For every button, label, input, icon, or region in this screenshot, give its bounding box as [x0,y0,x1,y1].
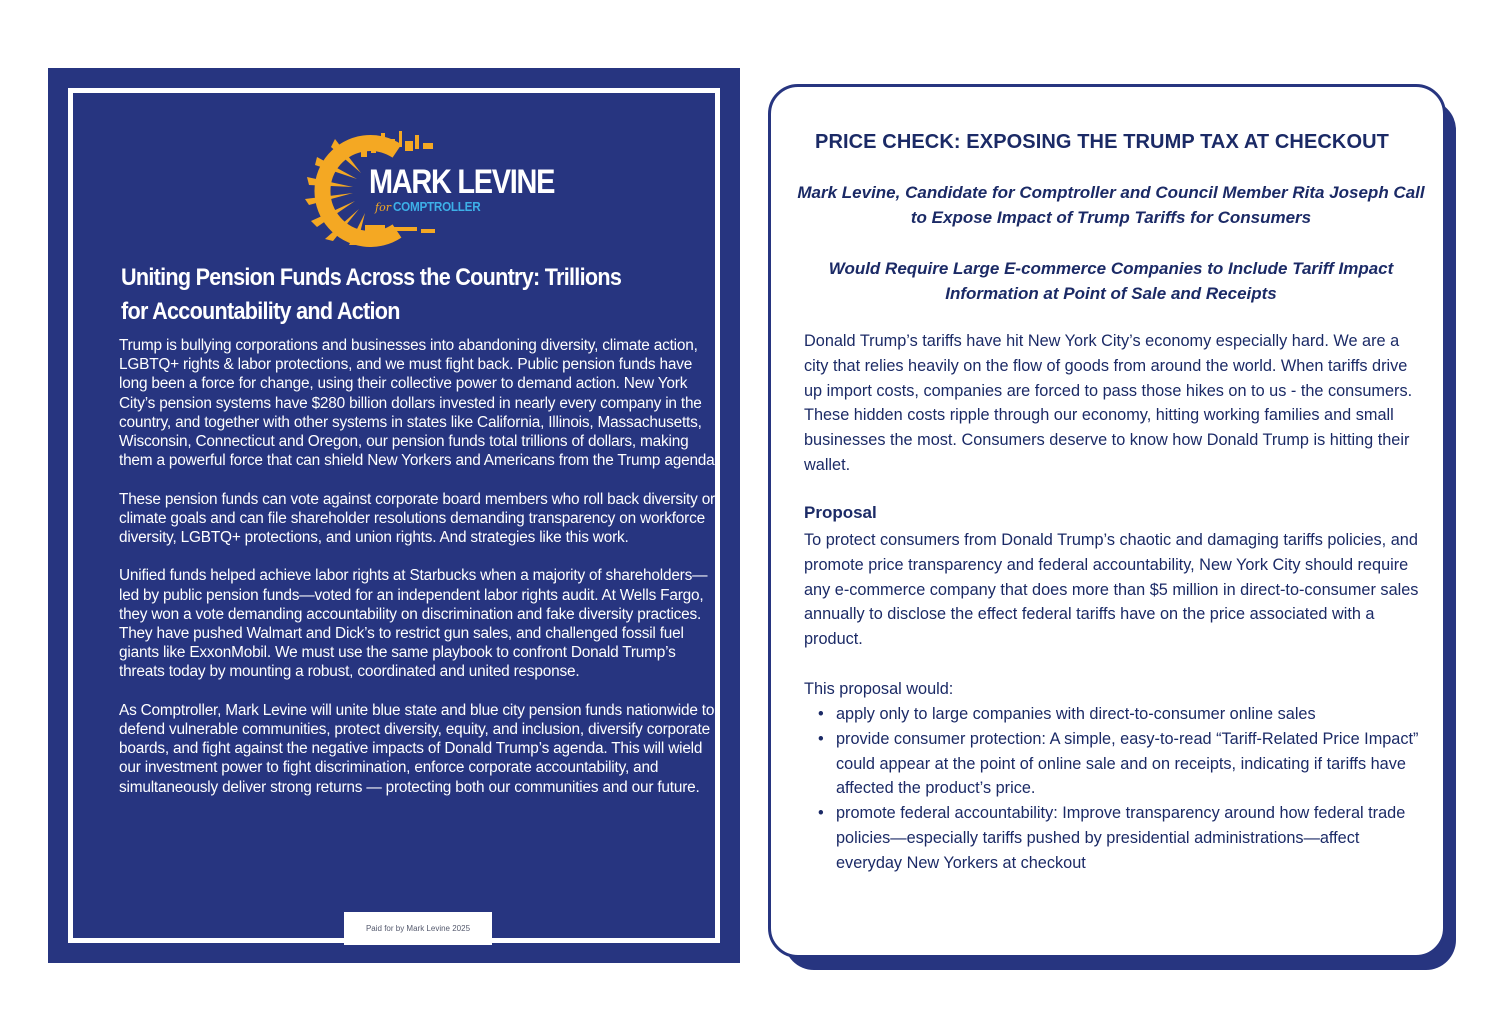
proposal-heading: Proposal [804,503,877,522]
flyer-paragraph: Unified funds helped achieve labor rights at Starbucks when a majority of shareholders—led by public pension funds—voted for an independent labor rights audit. At Wells Fargo, they won a vote demanding accountability on discrimination and fake diversity practices. They have pushed Walmart and Dick’s to restrict gun sales, and challenged fossil fuel giants like ExxonMobil. We must use the same playbook to confront Donald Trump’s threats today by mounting a robust, coordinated and united response. [119,567,708,681]
proposal-subtitle-2: Would Require Large E-commerce Companies to Include Tariff Impact Information at Point of Sale and Receipts [828,259,1394,303]
list-item-text: promote federal accountability: Improve transparency around how federal trade policies—especially tariffs pushed by presidential administrations—affect everyday New Yorkers at checkout [836,804,1406,872]
paid-for-disclaimer: Paid for by Mark Levine 2025 [344,912,492,945]
logo-for-text: for [375,201,391,214]
list-item [804,801,1419,875]
flyer-paragraph: These pension funds can vote against corporate board members who roll back diversity or climate goals and can file shareholder resolutions demanding transparency on workforce diversity, LGBTQ+ protections, and union rights. And strategies like this work. [119,490,715,547]
campaign-logo [301,129,561,247]
left-flyer [48,68,740,963]
flyer-paragraph: Trump is bullying corporations and businesses into abandoning diversity, climate action, LGBTQ+ rights & labor protections, and we must fight back. Public pension funds have long been a force for change, using their collective power to demand action. New York City’s pension systems have $280 billion dollars invested in nearly every company in the country, and together with other systems in states like California, Illinois, Massachusetts, Wisconsin, Connecticut and Oregon, our pension funds total trillions of dollars, making them a powerful force that can shield New Yorkers and Americans from the Trump agenda. [119,337,719,470]
bullet-icon: • [818,705,824,723]
proposal-intro: Donald Trump’s tariffs have hit New York City’s economy especially hard. We are a city that relies heavily on the flow of goods from around the world. When tariffs drive up import costs, companies are forced to pass those hikes on to us - the consumers. These hidden costs ripple through our economy, hitting working families and small businesses the most. Consumers deserve to know how Donald Trump is hitting their wallet. [804,332,1413,474]
proposal-list [804,702,1419,876]
proposal-list-intro: This proposal would: [804,680,954,698]
logo-candidate-name: MARK LEVINE [369,163,555,201]
proposal-text: To protect consumers from Donald Trump’s chaotic and damaging tariffs policies, and promote price transparency and federal accountability, New York City should require any e-commerce company that does more than $5 million in direct-to-consumer sales annually to disclose the effect federal tariffs have on the price associated with a product. [804,531,1419,649]
bullet-icon: • [818,729,824,748]
bullet-icon: • [818,804,824,823]
list-item [804,727,1419,801]
list-item-text: provide consumer protection: A simple, easy-to-read “Tariff-Related Price Impact” could appear at the point of online sale and on receipts, indicating if tariffs have affected the product’s price. [836,729,1419,798]
left-flyer-border [68,88,720,943]
proposal-subtitle: Mark Levine, Candidate for Comptroller and Council Member Rita Joseph Call to Expose Impact of Trump Tariffs for Consumers [797,183,1425,227]
list-item [804,702,1419,727]
list-item-text: apply only to large companies with direct-to-consumer online sales [836,705,1316,723]
flyer-heading: Uniting Pension Funds Across the Country: Trillions for Accountability and Action [121,264,622,325]
logo-office-text: COMPTROLLER [393,199,481,214]
proposal-card [768,84,1446,958]
flyer-paragraph: As Comptroller, Mark Levine will unite blue state and blue city pension funds nationwide to defend vulnerable communities, protect diversity, equity, and inclusion, diversify corporate boards, and fight against the negative impacts of Donald Trump’s agenda. This will wield our investment power to fight discrimination, enforce corporate accountability, and simultaneously deliver strong returns — protecting both our communities and our future. [119,701,715,796]
proposal-title: PRICE CHECK: EXPOSING THE TRUMP TAX AT CHECKOUT [815,131,1389,153]
flyer-body [119,336,719,816]
